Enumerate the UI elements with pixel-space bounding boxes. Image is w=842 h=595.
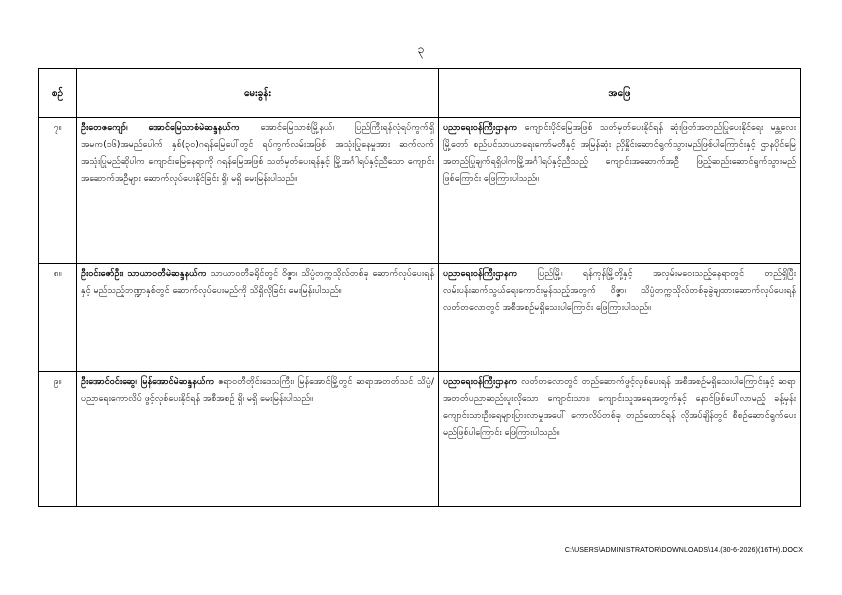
- table-row: [39, 264, 801, 372]
- ministry-name: ပညာရေးဝန်ကြီးဌာနက: [443, 377, 518, 387]
- header-question: မေးခွန်း: [77, 69, 439, 118]
- questioner-name: ဦးဝင်းဇော်ဦး၊ သာယာဝတီမဲဆန္ဒနယ်က: [81, 269, 207, 279]
- header-answer: အဖြေ: [439, 69, 801, 118]
- table-row: [39, 118, 801, 264]
- answer-cell: [439, 264, 801, 372]
- question-text: သာယာဝတီခရိုင်တွင် ဝိဇ္ဇာ၊ သိပ္ပံတက္ကသိုလ်တစ်ခု ဆောက်လုပ်ပေးရန်နှင့် မည်သည့်ဘဏ္ဍာနှစ်တွင် ဆောက်လုပ်ပေးမည်ကို သိရှိလိုခြင်း မေးမြန်းပါသည်။: [81, 269, 434, 296]
- answer-cell: [439, 372, 801, 507]
- questioner-name: ဦးအောင်ဝင်းဆွေ၊ မြန်အောင်မဲဆန္ဒနယ်က: [81, 377, 215, 387]
- row-number: ၉။: [39, 372, 77, 507]
- row-number: ၇။: [39, 118, 77, 264]
- file-path-footer: C:\USERS\ADMINISTRATOR\DOWNLOADS\14.(30-6-2026)(16TH).DOCX: [564, 547, 803, 554]
- table-header-row: [39, 69, 801, 118]
- answer-text: ပြည်မြို့၊ ရန်ကုန်မြို့တို့နှင့် အလှမ်းမဝေးသည့်နေရာတွင် တည်ရှိပြီး လမ်းပန်းဆက်သွယ်ရေးကောင်းမွန်သည့်အတွက် ဝိဇ္ဇာ၊ သိပ္ပံတက္ကသိုလ်တစ်ခုခွဲချထားဆောက်လုပ်ပေးရန် လတ်တလောတွင် အစီအစဉ်မရှိသေးပါကြောင်း ဖြေကြားပါသည်။: [443, 269, 796, 313]
- questioner-name: ဦးတေဇကျော်၊ အောင်မြေသာစံမဲဆန္ဒနယ်က: [81, 123, 240, 133]
- page-number: ၃: [417, 42, 425, 56]
- question-cell: [77, 372, 439, 507]
- qa-table: [38, 68, 801, 507]
- question-text: အောင်မြေသာစံမြို့နယ်၊ ပြည်ကြီးရန်လုံရပ်ကွက်ရှိ အမက(၁၆)အမည်ပေါက် နှစ်(၃၀)ဂရန်မြေပေါ်တွင် ရပ်ကွက်လမ်းအဖြစ် အသုံးပြုနေမှုအား ဆက်လက်အသုံးပြုမည်ဆိုပါက ကျောင်းမြေနေရာကို ဂရန်မြေအဖြစ် သတ်မှတ်ပေးရန်နှင့် မြို့အင်္ဂါရပ်နှင့်ညီသော ကျောင်းအဆောက်အဦများ ဆောက်လုပ်ပေးနိုင်ခြင်း ရှိ၊ မရှိ မေးမြန်းပါသည်။: [81, 123, 434, 184]
- ministry-name: ပညာရေးဝန်ကြီးဌာနက: [443, 123, 518, 133]
- question-cell: [77, 118, 439, 264]
- ministry-name: ပညာရေးဝန်ကြီးဌာနက: [443, 269, 518, 279]
- answer-text: လတ်တလောတွင် တည်ဆောက်ဖွင့်လှစ်ပေးရန် အစီအစဉ်မရှိသေးပါကြောင်းနှင့် ဆရာအတတ်ပညာဆည်းပူးလိုသော ကျောင်းသား၊ ကျောင်းသူအရေအတွက်နှင့် နောင်ဖြစ်ပေါ်လာမည့် ခန့်မှန်းကျောင်းသားဦးရေများပြားလာမှုအပေါ် ကောလိပ်တစ်ခု တည်ထောင်ရန် လိုအပ်ချိန်တွင် စီစဉ်ဆောင်ရွက်ပေးမည်ဖြစ်ပါကြောင်း ဖြေကြားပါသည်။: [443, 377, 796, 438]
- question-cell: [77, 264, 439, 372]
- table-row: [39, 372, 801, 507]
- row-number: ၈။: [39, 264, 77, 372]
- question-text: ဧရာဝတီတိုင်းဒေသကြီး၊ မြန်အောင်မြို့တွင် ဆရာအတတ်သင် သိပ္ပံ/ပညာရေးကောလိပ် ဖွင့်လှစ်ပေးနိုင်ရန် အစီအစဉ် ရှိ၊ မရှိ မေးမြန်းပါသည်။: [81, 377, 435, 404]
- answer-cell: [439, 118, 801, 264]
- header-no: စဉ်: [39, 69, 77, 118]
- answer-text: ကျောင်းပိုင်မြေအဖြစ် သတ်မှတ်ပေးနိုင်ရန် ဆုံးဖြတ်အတည်ပြုပေးနိုင်ရေး မန္တလေးမြို့တော် စည်ပင်သာယာရေးကော်မတီနှင့် အမြန်ဆုံး ညှိနှိုင်းဆောင်ရွက်သွားမည်ဖြစ်ပါကြောင်းနှင့် ဌာနပိုင်မြေ အတည်ပြုချက်ရရှိပါကမြို့အင်္ဂါရပ်နှင့်ညီသည့် ကျောင်းအဆောက်အဦ ဖြည့်ဆည်းဆောင်ရွက်သွားမည်ဖြစ်ကြောင်း ဖြေကြားပါသည်။: [443, 123, 796, 184]
